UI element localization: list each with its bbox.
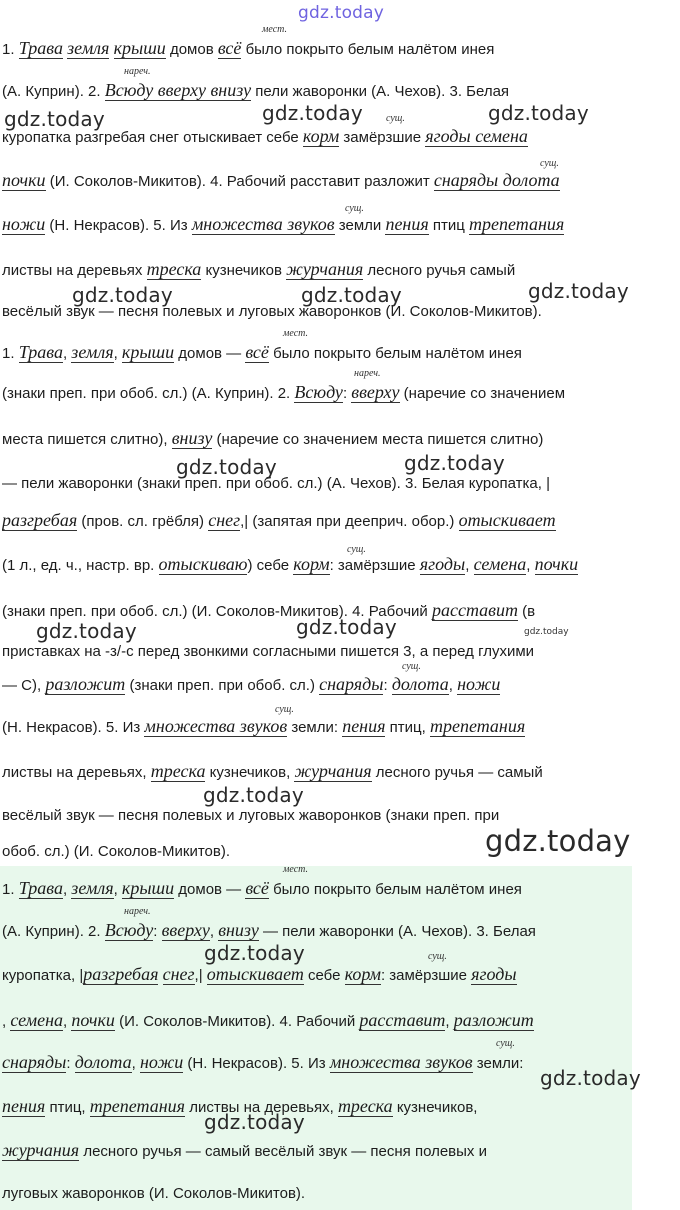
plain-text: листвы на деревьях: [2, 262, 147, 279]
text-line: [2, 761, 678, 783]
plain-text: пели жаворонки (А. Чехов). 3. Белая: [251, 83, 510, 100]
italic-word: земля: [71, 878, 114, 898]
plain-text: листвы на деревьях,: [185, 1099, 338, 1116]
plain-text: :: [383, 677, 392, 694]
watermark: gdz.today: [203, 783, 304, 807]
plain-text: ,| (запятая при дееприч. обор.): [240, 513, 459, 530]
plain-text: лесного ручья — самый: [371, 764, 543, 781]
text-line: [2, 38, 678, 60]
plain-text: весёлый звук — песня полевых и луговых жаворонков (И. Соколов-Микитов).: [2, 303, 542, 320]
italic-word: расставит: [359, 1010, 446, 1030]
plain-text: места пишется слитно),: [2, 431, 172, 448]
plain-text: приставках на -з/-с перед звонкими согласными пишется 3, а перед глухими: [2, 643, 535, 660]
plain-text: лесного ручья самый: [363, 262, 516, 279]
italic-word: отыскивает: [206, 964, 304, 984]
plain-text: ,: [2, 1013, 11, 1030]
plain-text: — пели жаворонки (знаки преп. при обоб. сл.) (А. Чехов). 3. Белая куропатка, |: [2, 475, 550, 492]
text-line: [2, 964, 678, 986]
watermark: gdz.today: [540, 1066, 641, 1090]
italic-word: разгребая: [83, 964, 159, 984]
plain-text: птиц,: [385, 719, 430, 736]
note-sushch: сущ.: [347, 544, 366, 555]
italic-word: земля: [71, 342, 114, 362]
italic-word: множества звуков: [144, 716, 288, 736]
italic-word: трепетания: [89, 1096, 186, 1116]
plain-text: лесного ручья — самый весёлый звук — песня полевых и: [79, 1143, 487, 1160]
watermark-top: gdz.today: [298, 3, 385, 23]
italic-word: расставит: [431, 600, 518, 620]
plain-text: — пели жаворонки (А. Чехов). 3. Белая: [258, 923, 536, 940]
watermark: gdz.today: [4, 107, 105, 131]
italic-word: семена: [473, 554, 527, 574]
plain-text: было покрыто белым налётом инея: [268, 345, 522, 362]
plain-text: (И. Соколов-Микитов). 4. Рабочий расставит разложит: [45, 173, 434, 190]
text-line: [2, 878, 678, 900]
plain-text: : замёрзшие: [329, 557, 420, 574]
plain-text: куропатка разгребая снег отыскивает себе: [2, 129, 303, 146]
note-sushch: сущ.: [428, 951, 447, 962]
plain-text: ,: [113, 881, 122, 898]
plain-text: ,|: [194, 967, 207, 984]
plain-text: земли:: [287, 719, 343, 736]
note-narech: нареч.: [124, 66, 151, 77]
plain-text: домов —: [174, 345, 246, 362]
plain-text: (Н. Некрасов). 5. Из: [183, 1055, 330, 1072]
plain-text: ,: [209, 923, 219, 940]
italic-word: журчания: [286, 259, 364, 279]
italic-word: треска: [150, 761, 206, 781]
italic-word: Трава: [18, 38, 63, 58]
plain-text: птиц: [428, 217, 470, 234]
text-line: [2, 716, 678, 738]
watermark: gdz.today: [176, 455, 277, 479]
italic-word: Всюду: [294, 382, 343, 402]
italic-word: Трава: [18, 342, 63, 362]
plain-text: земли:: [472, 1055, 524, 1072]
text-line: [2, 170, 678, 192]
italic-word: ножи: [2, 214, 46, 234]
watermark: gdz.today: [488, 101, 589, 125]
plain-text: ,: [63, 1013, 72, 1030]
italic-word: пения: [2, 1096, 46, 1116]
plain-text: [158, 967, 162, 984]
plain-text: (знаки преп. при обоб. сл.): [125, 677, 320, 694]
plain-text: ,: [62, 345, 72, 362]
italic-word: всё: [217, 38, 242, 58]
italic-word: ножи: [140, 1052, 184, 1072]
italic-word: почки: [71, 1010, 115, 1030]
plain-text: кузнечиков,: [205, 764, 295, 781]
italic-word: снег: [208, 510, 241, 530]
note-sushch: сущ.: [540, 158, 559, 169]
italic-word: крыши: [121, 878, 175, 898]
plain-text: ,: [448, 677, 458, 694]
plain-text: ,: [131, 1055, 140, 1072]
watermark: gdz.today: [36, 619, 137, 643]
text-line: [2, 554, 678, 576]
note-sushch: сущ.: [275, 704, 294, 715]
plain-text: весёлый звук — песня полевых и луговых жаворонков (знаки преп. при: [2, 807, 500, 824]
plain-text: (наречие со значением места пишется слитно): [212, 431, 544, 448]
italic-word: снег: [162, 964, 195, 984]
italic-word: вверху: [161, 920, 210, 940]
italic-word: земля: [67, 38, 110, 58]
text-line: [2, 1010, 678, 1032]
italic-word: трепетания: [429, 716, 526, 736]
plain-text: куропатка, |: [2, 967, 84, 984]
plain-text: (Н. Некрасов). 5. Из: [2, 719, 145, 736]
plain-text: (А. Куприн). 2.: [2, 923, 105, 940]
italic-word: разложит: [45, 674, 126, 694]
text-line: [2, 342, 678, 364]
italic-word: треска: [337, 1096, 393, 1116]
text-line: [2, 214, 678, 236]
plain-text: птиц,: [45, 1099, 90, 1116]
text-line: [2, 474, 678, 494]
plain-text: :: [342, 385, 352, 402]
plain-text: [109, 41, 113, 58]
note-sushch: сущ.: [345, 203, 364, 214]
italic-word: Всюду: [104, 920, 154, 940]
watermark: gdz.today: [72, 283, 173, 307]
text-line: [2, 428, 678, 450]
italic-word: долота: [391, 674, 449, 694]
plain-text: — С),: [2, 677, 46, 694]
plain-text: (пров. сл. грёбля): [77, 513, 209, 530]
plain-text: (знаки преп. при обоб. сл.) (А. Куприн). 2.: [2, 385, 295, 402]
italic-word: семена: [10, 1010, 64, 1030]
plain-text: луговых жаворонков (И. Соколов-Микитов).: [2, 1185, 306, 1202]
plain-text: себе: [303, 967, 345, 984]
note-narech: нареч.: [124, 906, 151, 917]
plain-text: ) себе: [247, 557, 294, 574]
plain-text: (наречие со значением: [399, 385, 566, 402]
italic-word: почки: [2, 170, 46, 190]
italic-word: ягоды семена: [425, 126, 528, 146]
plain-text: земли: [334, 217, 386, 234]
plain-text: (знаки преп. при обоб. сл.) (И. Соколов-Микитов). 4. Рабочий: [2, 603, 432, 620]
text-line: [2, 642, 678, 662]
italic-word: всё: [245, 878, 269, 898]
plain-text: ,: [445, 1013, 454, 1030]
note-sushch: сущ.: [386, 113, 405, 124]
italic-word: разложит: [453, 1010, 534, 1030]
italic-word: крыши: [121, 342, 175, 362]
plain-text: домов: [165, 41, 218, 58]
italic-word: внизу: [171, 428, 213, 448]
italic-word: ножи: [457, 674, 501, 694]
note-mest: мест.: [262, 24, 287, 35]
italic-word: снаряды: [319, 674, 384, 694]
plain-text: :: [153, 923, 162, 940]
text-line: [2, 259, 678, 281]
italic-word: трепетания: [469, 214, 565, 234]
text-line: [2, 80, 678, 102]
italic-word: треска: [146, 259, 202, 279]
italic-word: крыши: [113, 38, 166, 58]
italic-word: множества звуков: [191, 214, 335, 234]
note-mest: мест.: [283, 864, 308, 875]
text-line: [2, 510, 678, 532]
watermark-large: gdz.today: [485, 824, 631, 858]
plain-text: (И. Соколов-Микитов). 4. Рабочий: [114, 1013, 360, 1030]
text-line: [2, 382, 678, 404]
watermark: gdz.today: [204, 941, 305, 965]
plain-text: (1 л., ед. ч., настр. вр.: [2, 557, 159, 574]
note-narech: нареч.: [354, 368, 381, 379]
italic-word: отыскивает: [458, 510, 556, 530]
plain-text: : замёрзшие: [380, 967, 472, 984]
plain-text: было покрыто белым налётом инея: [241, 41, 495, 58]
plain-text: 1.: [2, 41, 19, 58]
plain-text: ,: [526, 557, 535, 574]
italic-word: множества звуков: [329, 1052, 473, 1072]
note-sushch: сущ.: [496, 1038, 515, 1049]
text-line: [2, 806, 678, 826]
italic-word: корм: [344, 964, 381, 984]
text-line: [2, 1140, 678, 1162]
watermark: gdz.today: [404, 451, 505, 475]
italic-word: журчания: [294, 761, 372, 781]
text-line: [2, 920, 678, 942]
italic-word: корм: [302, 126, 340, 146]
italic-word: долота: [74, 1052, 132, 1072]
plain-text: ,: [113, 345, 122, 362]
plain-text: ,: [465, 557, 474, 574]
watermark: gdz.today: [528, 279, 629, 303]
italic-word: снаряды: [2, 1052, 67, 1072]
note-mest: мест.: [283, 328, 308, 339]
watermark: gdz.today: [301, 283, 402, 307]
plain-text: 1.: [2, 345, 19, 362]
italic-word: ягоды: [471, 964, 517, 984]
watermark: gdz.today: [262, 101, 363, 125]
italic-word: почки: [534, 554, 579, 574]
italic-word: внизу: [218, 920, 259, 940]
italic-word: пения: [342, 716, 386, 736]
plain-text: ,: [62, 881, 72, 898]
italic-word: вверху: [351, 382, 400, 402]
watermark: gdz.today: [204, 1110, 305, 1134]
plain-text: было покрыто белым налётом инея: [268, 881, 522, 898]
italic-word: Трава: [18, 878, 63, 898]
italic-word: отыскиваю: [158, 554, 248, 574]
plain-text: листвы на деревьях,: [2, 764, 151, 781]
note-sushch: сущ.: [402, 661, 421, 672]
plain-text: (Н. Некрасов). 5. Из: [45, 217, 192, 234]
text-line: [2, 1184, 678, 1204]
plain-text: (А. Куприн). 2.: [2, 83, 105, 100]
plain-text: домов —: [174, 881, 246, 898]
text-line: [2, 1096, 678, 1118]
plain-text: обоб. сл.) (И. Соколов-Микитов).: [2, 843, 231, 860]
italic-word: снаряды долота: [433, 170, 560, 190]
italic-word: ягоды: [419, 554, 466, 574]
plain-text: замёрзшие: [339, 129, 426, 146]
italic-word: всё: [245, 342, 269, 362]
plain-text: 1.: [2, 881, 19, 898]
italic-word: корм: [293, 554, 330, 574]
watermark-small: gdz.today: [524, 627, 569, 637]
plain-text: кузнечиков: [201, 262, 287, 279]
plain-text: :: [66, 1055, 75, 1072]
italic-word: разгребая: [2, 510, 78, 530]
italic-word: Всюду вверху внизу: [104, 80, 252, 100]
watermark: gdz.today: [296, 615, 397, 639]
italic-word: пения: [385, 214, 429, 234]
plain-text: (в: [517, 603, 536, 620]
plain-text: кузнечиков,: [392, 1099, 478, 1116]
text-line: [2, 674, 678, 696]
italic-word: журчания: [2, 1140, 80, 1160]
